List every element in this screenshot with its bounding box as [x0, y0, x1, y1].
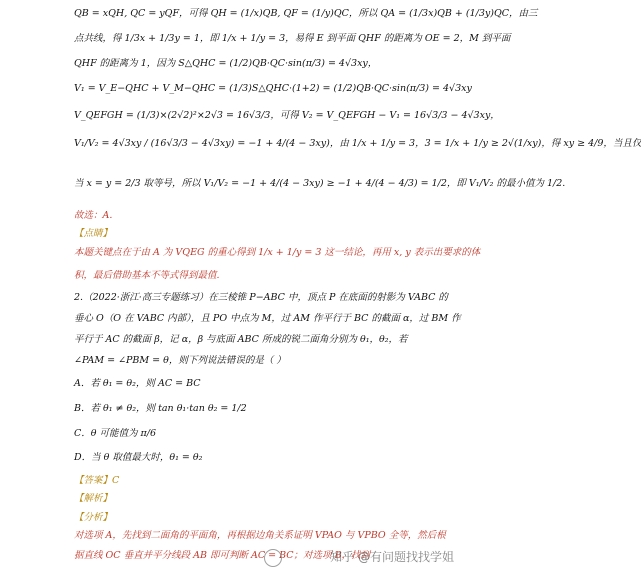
- zhihu-logo-icon: [264, 549, 282, 567]
- text-line-l24: 据直线 OC 垂直并平分线段 AB 即可判断 AC = BC；对选项 B，找到: [74, 550, 371, 561]
- text-line-l10: 本题关键点在于由 A 为 VQEG 的重心得到 1/x + 1/y = 3 这一结论，再用 x, y 表示出要求的体: [74, 247, 481, 258]
- watermark: 知乎 @有问题找找学姐: [330, 550, 454, 564]
- text-line-l08: 故选：A.: [74, 210, 113, 221]
- text-line-l03: QHF 的距离为 1，因为 S△QHC = (1/2)QB·QC·sin(π/3) = 4√3xy，: [74, 58, 378, 69]
- text-line-l20: 【答案】C: [74, 475, 120, 486]
- text-line-l07: 当 x = y = 2/3 取等号，所以 V₁/V₂ = −1 + 4/(4 − 3xy) ≥ −1 + 4/(4 − 4/3) = 1/2，即 V₁/V₂ 的最小值为 1/2.: [74, 178, 566, 189]
- text-line-l06: V₁/V₂ = 4√3xy / (16√3/3 − 4√3xy) = −1 + 4/(4 − 3xy)，由 1/x + 1/y = 3，3 = 1/x + 1/y ≥ 2√(1/xy)，得 xy ≥ 4/9，当且仅: [74, 138, 641, 149]
- text-line-l02: 点共线，得 1/3x + 1/3y = 1，即 1/x + 1/y = 3，易得 E 到平面 QHF 的距离为 OE = 2，M 到平面: [74, 33, 511, 44]
- text-line-l15: ∠PAM = ∠PBM = θ，则下列说法错误的是（ ）: [74, 355, 286, 366]
- text-line-l13: 垂心 O（O 在 VABC 内部），且 PO 中点为 M，过 AM 作平行于 BC 的截面 α，过 BM 作: [74, 313, 461, 324]
- text-line-l14: 平行于 AC 的截面 β，记 α，β 与底面 ABC 所成的锐二面角分别为 θ₁，θ₂，若: [74, 334, 408, 345]
- text-line-l22: 【分析】: [74, 512, 113, 523]
- text-line-l04: V₁ = V_E−QHC + V_M−QHC = (1/3)S△QHC·(1+2) = (1/2)QB·QC·sin(π/3) = 4√3xy: [74, 83, 472, 94]
- text-line-l05: V_QEFGH = (1/3)×(2√2)²×2√3 = 16√3/3，可得 V₂ = V_QEFGH − V₁ = 16√3/3 − 4√3xy，: [74, 110, 500, 121]
- text-line-l23: 对选项 A，先找到二面角的平面角，再根据边角关系证明 VPAO 与 VPBO 全等，然后根: [74, 530, 446, 541]
- text-line-l12: 2.（2022·浙江·高三专题练习）在三棱锥 P−ABC 中，顶点 P 在底面的射影为 VABC 的: [74, 292, 448, 303]
- text-line-l19: D．当 θ 取值最大时，θ₁ = θ₂: [74, 452, 203, 463]
- text-line-l01: QB = xQH, QC = yQF，可得 QH = (1/x)QB, QF = (1/y)QC，所以 QA = (1/3x)QB + (1/3y)QC，由三: [74, 8, 538, 19]
- text-line-l16: A．若 θ₁ = θ₂，则 AC = BC: [74, 378, 201, 389]
- text-line-l18: C．θ 可能值为 π/6: [74, 428, 157, 439]
- text-line-l09: 【点睛】: [74, 228, 113, 239]
- text-line-l17: B．若 θ₁ ≠ θ₂，则 tan θ₁·tan θ₂ = 1/2: [74, 403, 247, 414]
- text-line-l21: 【解析】: [74, 493, 113, 504]
- text-line-l11: 积，最后借助基本不等式得到最值.: [74, 270, 220, 281]
